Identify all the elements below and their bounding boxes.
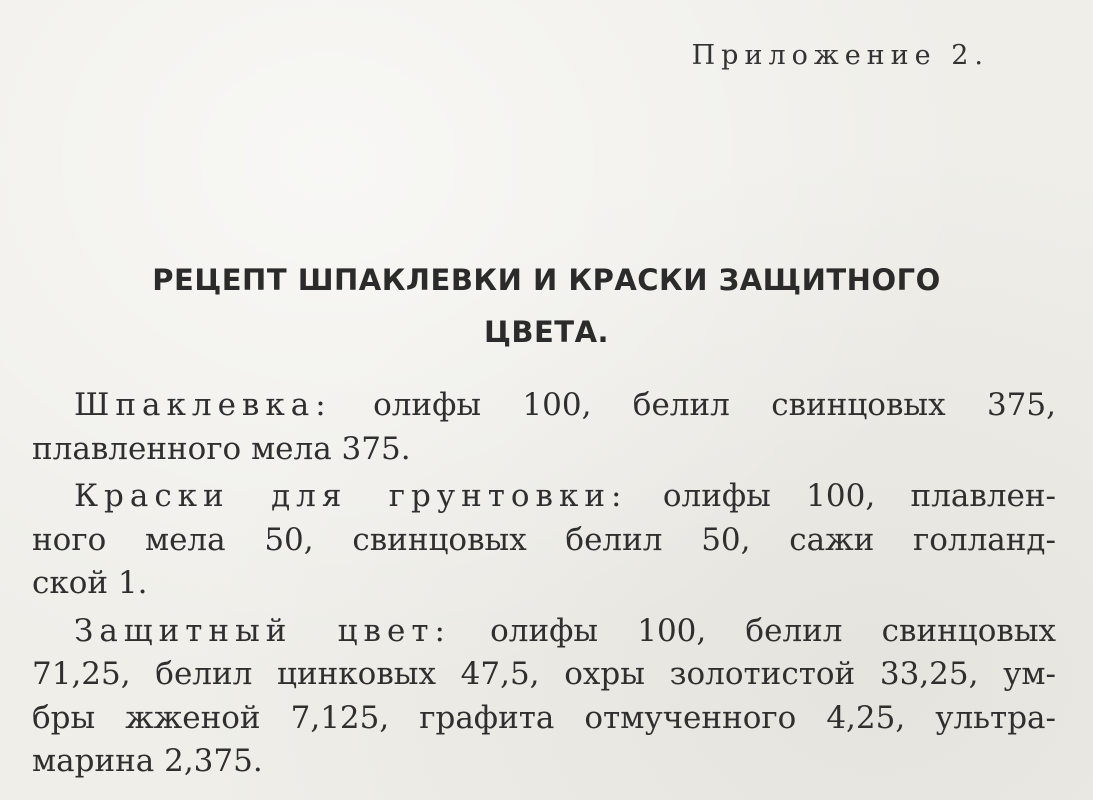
title-line-1: РЕЦЕПТ ШПАКЛЕВКИ И КРАСКИ ЗАЩИТНОГО xyxy=(152,263,941,297)
paragraph-line xyxy=(32,384,1056,428)
term-primer-paint: Краски для грунтовки: xyxy=(74,478,628,514)
paragraph-text: олифы 100, белил свинцовых 375, xyxy=(331,387,1056,423)
term-putty: Шпаклевка: xyxy=(74,387,332,423)
appendix-label: Приложение 2. xyxy=(691,40,989,71)
paragraph-line: 71,25, белил цинковых 47,5, охры золотистой 33,25, ум- xyxy=(32,656,1056,692)
document-title xyxy=(30,254,1063,358)
paragraph-line xyxy=(32,610,1056,654)
paragraph-protective-color xyxy=(32,610,1056,784)
term-protective-color: Защитный цвет: xyxy=(74,612,451,649)
paragraph-line: марина 2,375. xyxy=(32,743,263,779)
paragraph-line: бры жженой 7,125, графита отмученного 4,25, ультра- xyxy=(32,699,1056,736)
paragraph-line: ской 1. xyxy=(32,565,148,601)
paragraph-text: олифы 100, плавлен- xyxy=(627,478,1056,514)
document-body xyxy=(32,384,1056,788)
paragraph-text: олифы 100, белил свинцовых xyxy=(450,612,1057,649)
title-line-2: ЦВЕТА. xyxy=(483,315,610,349)
paragraph-putty xyxy=(32,384,1056,471)
paragraph-line: ного мела 50, свинцовых белил 50, сажи голланд- xyxy=(32,521,1056,558)
paragraph-line: плавленного мела 375. xyxy=(32,430,411,467)
paragraph-line xyxy=(32,475,1056,519)
paragraph-primer-paint xyxy=(32,475,1056,606)
